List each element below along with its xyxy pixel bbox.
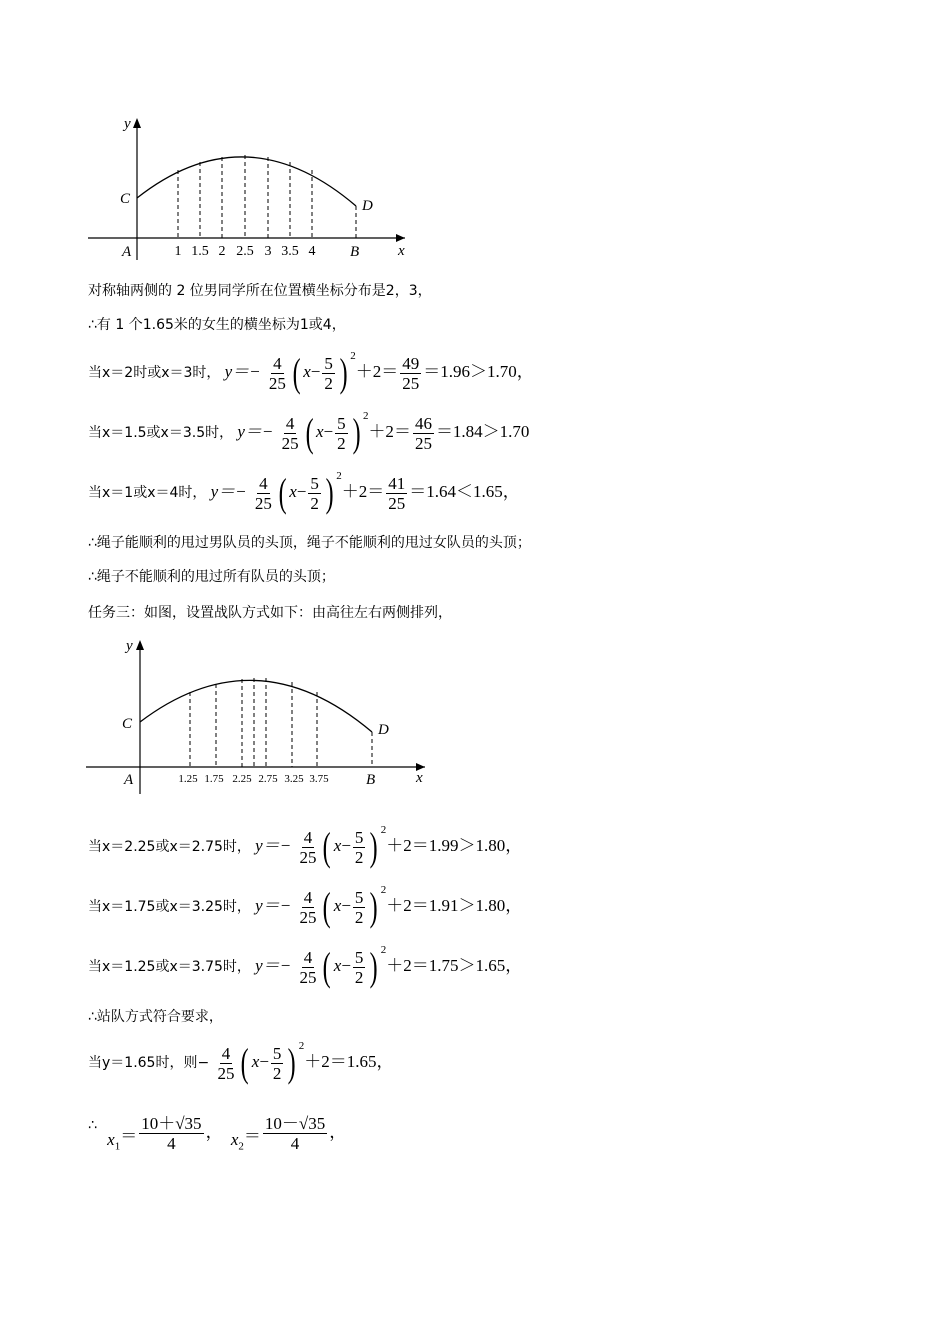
equation-line: 当x＝1.25或x＝3.75时， y＝− $\frac{4}{25}$ ( x− $\frac{5}{2}$ ) $^2$＋2＝1.75＞1.65，: [88, 944, 523, 990]
text-line: ∴站队方式符合要求，: [88, 1009, 223, 1025]
point-a: A: [122, 244, 132, 260]
text-line: ∴有 1 个1.65米的女生的横坐标为1或4，: [88, 317, 346, 333]
x-axis-label: x: [416, 770, 423, 786]
tick-label: 1: [174, 244, 182, 259]
equation-line: 当y＝1.65时，则− $\frac{4}{25}$ ( x− $\frac{5}{2}$ ) $^2$＋2＝1.65，: [88, 1040, 394, 1086]
equation-line: ∴ $x_1=$ $\frac{10+√35}{4}$ ， $x_2=$ $\frac{10-√35}{4}$ ，: [88, 1114, 347, 1153]
tick-label: 2.5: [236, 244, 254, 259]
equation-line: 当x＝2.25或x＝2.75时， y＝− $\frac{4}{25}$ ( x− $\frac{5}{2}$ ) $^2$＋2＝1.99＞1.80，: [88, 824, 523, 870]
tick-label: 3: [264, 244, 272, 259]
tick-label: 3.75: [309, 773, 329, 785]
parabola-figure-1: [80, 110, 420, 260]
text-line: 任务三：如图，设置战队方式如下：由高往左右两侧排列，: [88, 605, 452, 621]
tick-label: 2.25: [232, 773, 252, 785]
tick-label: 3.5: [281, 244, 299, 259]
point-c: C: [120, 191, 131, 207]
tick-label: 2: [218, 244, 226, 259]
y-axis-label: y: [126, 638, 133, 654]
point-b: B: [366, 772, 376, 788]
equation-line: 当x＝1.5或x＝3.5时， y＝− $\frac{4}{25}$ ( x− $\frac{5}{2}$ ) $^2$＋2＝ $\frac{46}{25}$ ＝1.84＞1.70: [88, 410, 530, 456]
point-c: C: [122, 716, 133, 732]
equation-line: 当x＝1.75或x＝3.25时， y＝− $\frac{4}{25}$ ( x− $\frac{5}{2}$ ) $^2$＋2＝1.91＞1.80，: [88, 884, 523, 930]
tick-label: 1.75: [204, 773, 224, 785]
point-d: D: [362, 198, 373, 214]
point-d: D: [378, 722, 389, 738]
parabola-figure-2: [80, 632, 440, 797]
tick-label: 4: [308, 244, 316, 259]
x-axis-label: x: [398, 243, 405, 259]
text-line: ∴绳子能顺利的甩过男队员的头顶，绳子不能顺利的甩过女队员的头顶；: [88, 535, 531, 551]
tick-label: 3.25: [284, 773, 304, 785]
text-line: ∴绳子不能顺利的甩过所有队员的头顶；: [88, 569, 335, 585]
text-line: 对称轴两侧的 2 位男同学所在位置横坐标分布是2，3，: [88, 283, 432, 299]
tick-label: 1.25: [178, 773, 198, 785]
y-axis-label: y: [124, 116, 131, 132]
tick-label: 1.5: [191, 244, 209, 259]
tick-label: 2.75: [258, 773, 278, 785]
equation-line: 当x＝1或x＝4时， y＝− $\frac{4}{25}$ ( x− $\frac{5}{2}$ ) $^2$＋2＝ $\frac{41}{25}$ ＝1.64＜1.65，: [88, 470, 520, 516]
point-b: B: [350, 244, 360, 260]
equation-line: 当x＝2时或x＝3时， y＝− $\frac{4}{25}$ ( x− $\frac{5}{2}$ ) $^2$＋2＝ $\frac{49}{25}$ ＝1.96＞1.70，: [88, 350, 534, 396]
point-a: A: [124, 772, 134, 788]
